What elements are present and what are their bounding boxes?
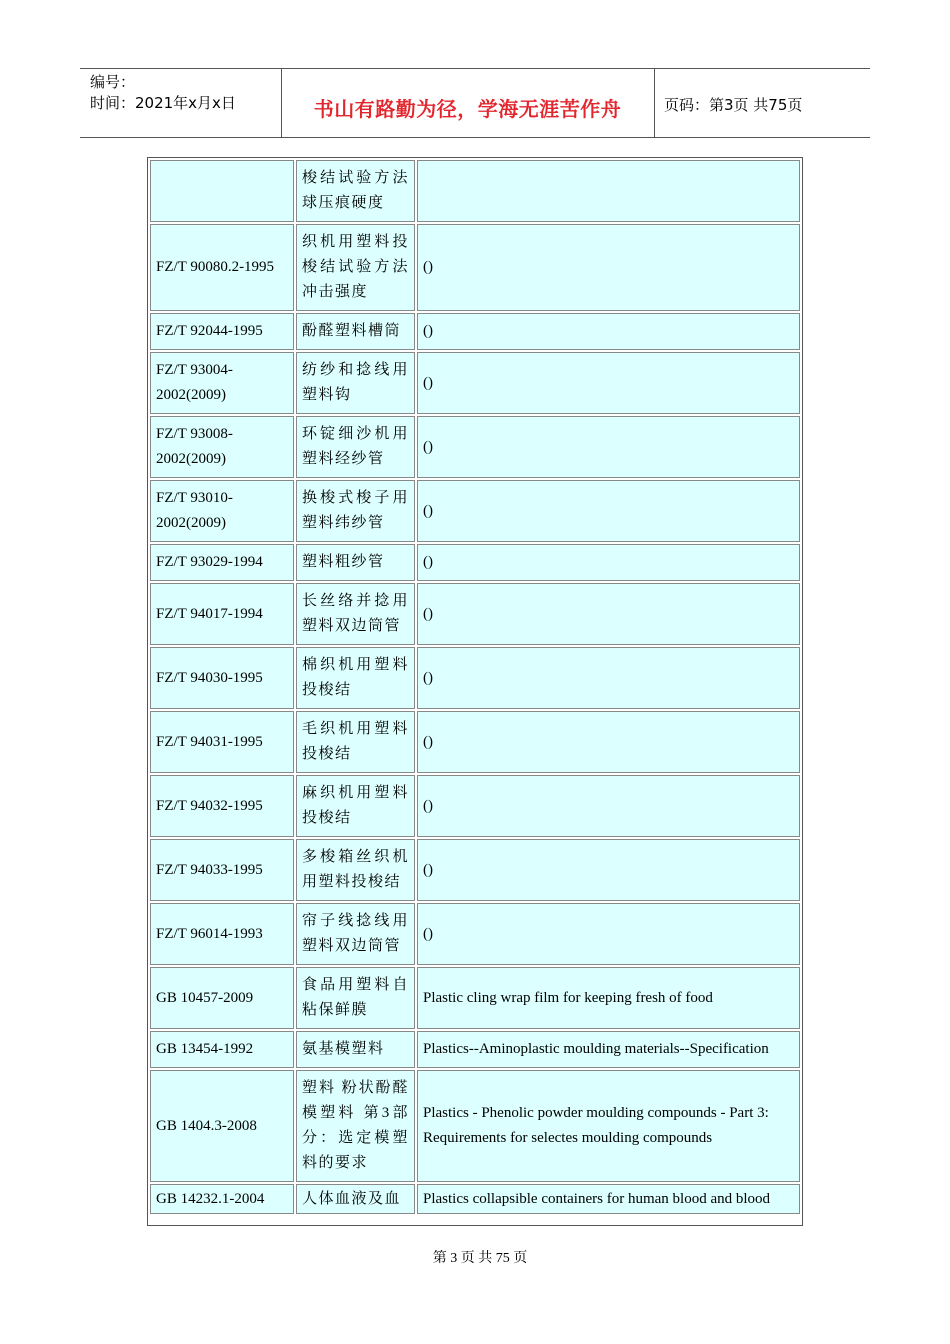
standard-code-cell: FZ/T 94017-1994	[150, 583, 294, 645]
table-row	[150, 1184, 800, 1214]
header-meta-cell	[80, 69, 282, 137]
english-title-cell: ()	[417, 352, 800, 414]
standard-code-cell: FZ/T 96014-1993	[150, 903, 294, 965]
page-footer: 第 3 页 共 75 页	[432, 1251, 528, 1266]
standard-name-cell: 多梭箱丝织机用塑料投梭结	[296, 839, 415, 901]
english-title-cell: ()	[417, 647, 800, 709]
table-row	[150, 416, 800, 478]
standard-code-cell: FZ/T 92044-1995	[150, 313, 294, 350]
standard-name-cell: 毛织机用塑料投梭结	[296, 711, 415, 773]
page-info: 页码：第3页 共75页	[664, 96, 803, 114]
standard-code-cell: GB 13454-1992	[150, 1031, 294, 1068]
standard-name-cell: 食品用塑料自粘保鲜膜	[296, 967, 415, 1029]
table-row	[150, 544, 800, 581]
standard-name-cell: 长丝络并捻用塑料双边筒管	[296, 583, 415, 645]
standard-code-cell: FZ/T 93029-1994	[150, 544, 294, 581]
english-title-cell: ()	[417, 711, 800, 773]
english-title-cell	[417, 160, 800, 222]
standard-name-cell: 塑料粗纱管	[296, 544, 415, 581]
standard-code-cell: GB 10457-2009	[150, 967, 294, 1029]
standard-name-cell: 织机用塑料投梭结试验方法 冲击强度	[296, 224, 415, 311]
english-title-cell: ()	[417, 775, 800, 837]
table-row	[150, 839, 800, 901]
standard-code-cell: FZ/T 94030-1995	[150, 647, 294, 709]
standard-code-cell: GB 1404.3-2008	[150, 1070, 294, 1182]
standard-code-cell: FZ/T 94031-1995	[150, 711, 294, 773]
table-row	[150, 967, 800, 1029]
standard-code-cell	[150, 160, 294, 222]
standards-table-frame	[147, 157, 803, 1226]
standards-table	[148, 158, 802, 1216]
english-title-cell: ()	[417, 583, 800, 645]
standard-name-cell: 纺纱和捻线用塑料钩	[296, 352, 415, 414]
english-title-cell: ()	[417, 903, 800, 965]
table-row	[150, 313, 800, 350]
standard-code-cell: FZ/T 93008-2002(2009)	[150, 416, 294, 478]
standard-code-cell: GB 14232.1-2004	[150, 1184, 294, 1214]
standard-name-cell: 梭结试验方法 球压痕硬度	[296, 160, 415, 222]
standard-code-cell: FZ/T 93004-2002(2009)	[150, 352, 294, 414]
table-row	[150, 903, 800, 965]
english-title-cell: ()	[417, 224, 800, 311]
english-title-cell: Plastic cling wrap film for keeping fresh of food	[417, 967, 800, 1029]
header-page-cell	[655, 69, 870, 137]
page-header	[80, 68, 870, 138]
table-row	[150, 1070, 800, 1182]
table-row	[150, 352, 800, 414]
standard-name-cell: 氨基模塑料	[296, 1031, 415, 1068]
standard-name-cell: 棉织机用塑料投梭结	[296, 647, 415, 709]
header-motto-cell	[281, 69, 655, 137]
standard-name-cell: 酚醛塑料槽筒	[296, 313, 415, 350]
table-row	[150, 711, 800, 773]
english-title-cell: Plastics - Phenolic powder moulding compounds - Part 3: Requirements for selectes moulding compounds	[417, 1070, 800, 1182]
table-row	[150, 647, 800, 709]
english-title-cell: ()	[417, 544, 800, 581]
time-label: 时间：2021年x月x日	[90, 94, 236, 112]
english-title-cell: Plastics collapsible containers for human blood and blood	[417, 1184, 800, 1214]
english-title-cell: ()	[417, 313, 800, 350]
table-row	[150, 1031, 800, 1068]
english-title-cell: ()	[417, 839, 800, 901]
standard-name-cell: 人体血液及血	[296, 1184, 415, 1214]
standard-code-cell: FZ/T 90080.2-1995	[150, 224, 294, 311]
motto-text: 书山有路勤为径，学海无涯苦作舟	[313, 97, 622, 121]
english-title-cell: ()	[417, 480, 800, 542]
standard-name-cell: 麻织机用塑料投梭结	[296, 775, 415, 837]
table-row	[150, 583, 800, 645]
standard-name-cell: 换梭式梭子用塑料纬纱管	[296, 480, 415, 542]
english-title-cell: ()	[417, 416, 800, 478]
table-row	[150, 775, 800, 837]
standard-name-cell: 帘子线捻线用塑料双边筒管	[296, 903, 415, 965]
standard-name-cell: 塑料 粉状酚醛模塑料 第3部分：选定模塑料的要求	[296, 1070, 415, 1182]
standard-code-cell: FZ/T 94032-1995	[150, 775, 294, 837]
table-row	[150, 224, 800, 311]
english-title-cell: Plastics--Aminoplastic moulding materials--Specification	[417, 1031, 800, 1068]
standard-code-cell: FZ/T 94033-1995	[150, 839, 294, 901]
table-row	[150, 160, 800, 222]
standard-code-cell: FZ/T 93010-2002(2009)	[150, 480, 294, 542]
table-row	[150, 480, 800, 542]
number-label: 编号：	[90, 73, 136, 91]
standard-name-cell: 环锭细沙机用塑料经纱管	[296, 416, 415, 478]
